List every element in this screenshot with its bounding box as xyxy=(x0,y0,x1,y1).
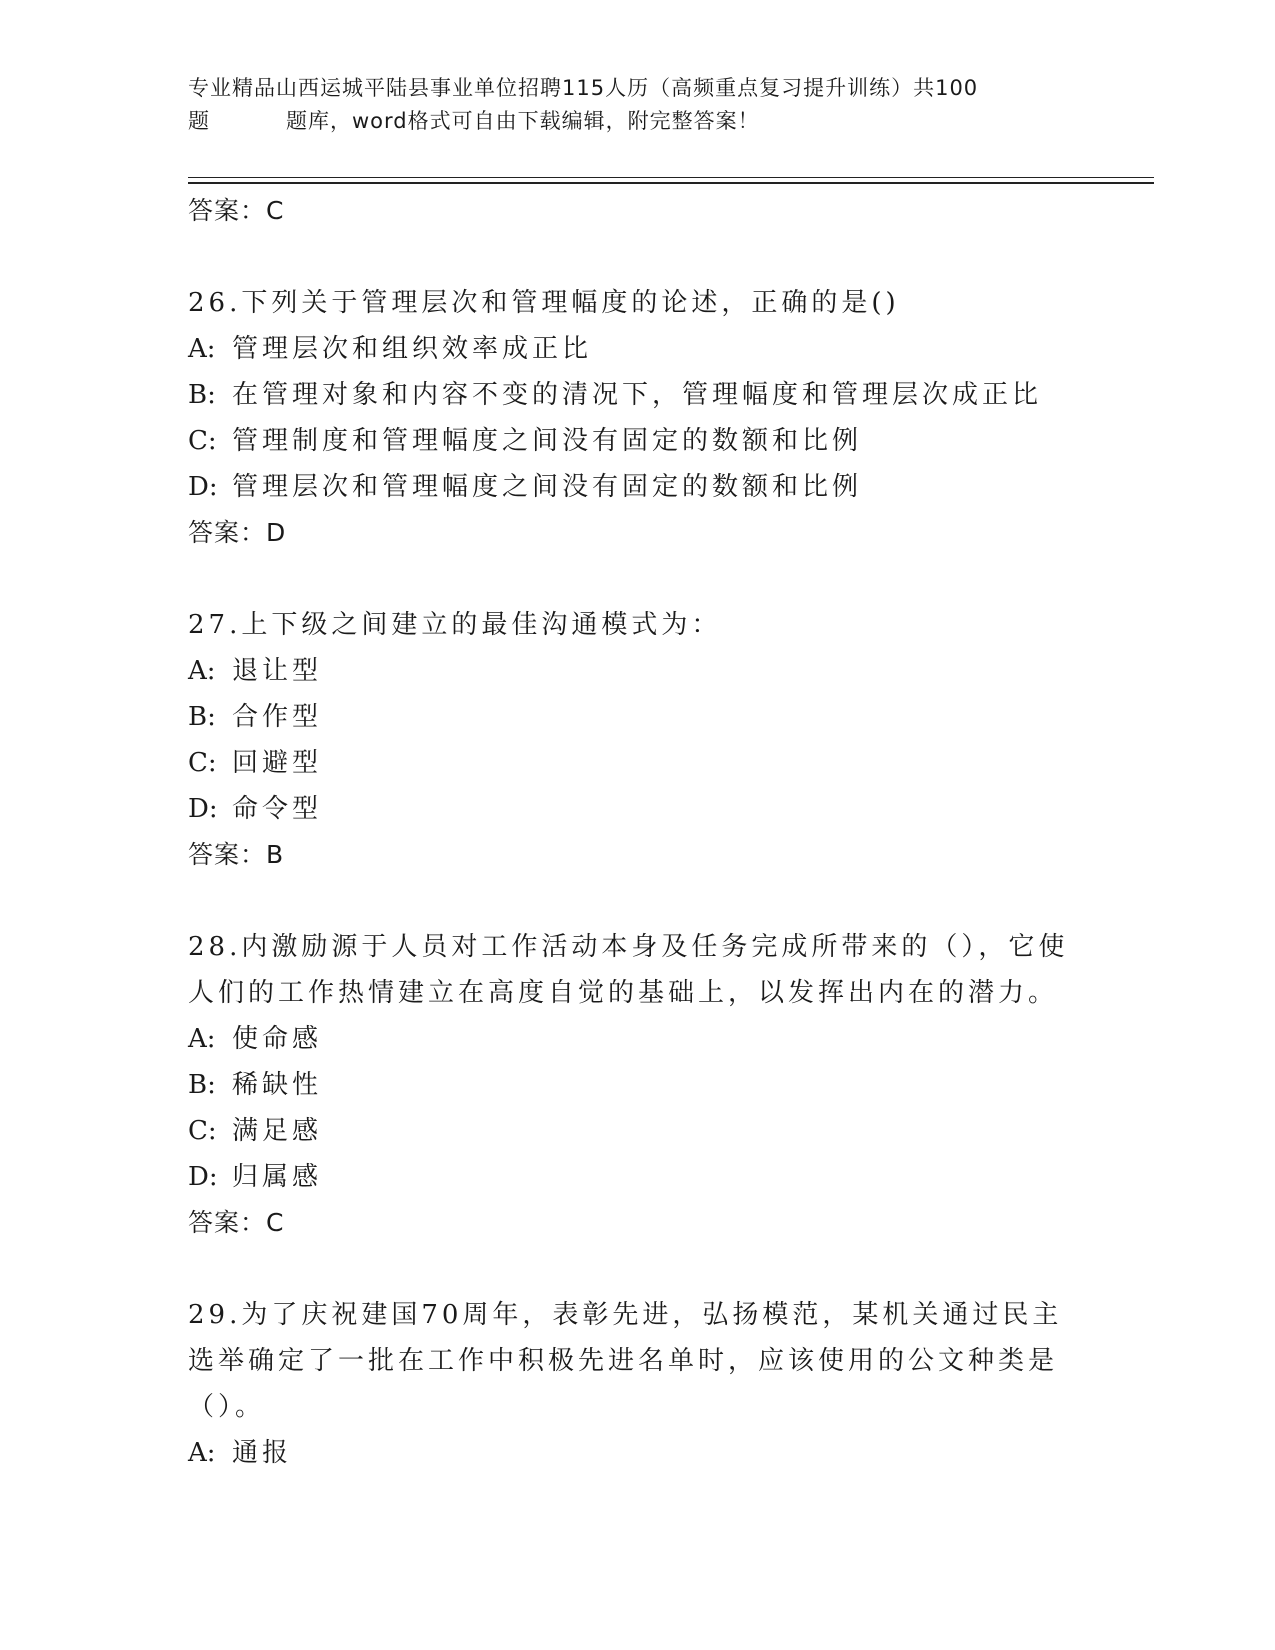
question-28 xyxy=(188,924,1088,1246)
option-b xyxy=(188,372,1088,418)
option-text: 使命感 xyxy=(232,1024,323,1054)
option-a xyxy=(188,326,1088,372)
option-a xyxy=(188,1016,1088,1062)
answer-line: 答案：C xyxy=(188,196,285,225)
option-text: 满足感 xyxy=(232,1116,323,1146)
question-text: 26.下列关于管理层次和管理幅度的论述，正确的是() xyxy=(188,288,900,318)
answer-line: 答案：B xyxy=(188,840,285,869)
option-a xyxy=(188,648,1088,694)
option-letter: A: xyxy=(188,334,216,364)
option-b xyxy=(188,1062,1088,1108)
option-text: 管理层次和组织效率成正比 xyxy=(232,334,593,364)
option-letter: C: xyxy=(188,1116,217,1146)
option-c xyxy=(188,740,1088,786)
question-text: 28.内激励源于人员对工作活动本身及任务完成所带来的（），它使人们的工作热情建立在高度自觉的基础上，以发挥出内在的潜力。 xyxy=(188,932,1069,1008)
option-text: 通报 xyxy=(232,1438,293,1468)
document-header xyxy=(188,72,1128,138)
option-letter: C: xyxy=(188,748,217,778)
option-d xyxy=(188,464,1088,510)
header-title-rest: 题库，word格式可自由下载编辑，附完整答案！ xyxy=(286,109,760,133)
question-27 xyxy=(188,602,1088,878)
option-d xyxy=(188,1154,1088,1200)
answer-line: 答案：C xyxy=(188,1208,285,1237)
option-letter: A: xyxy=(188,656,216,686)
option-letter: B: xyxy=(188,1070,216,1100)
document-body xyxy=(188,188,1088,1522)
header-rule-thin xyxy=(188,177,1154,178)
option-letter: D: xyxy=(188,1162,218,1192)
option-c xyxy=(188,418,1088,464)
option-text: 稀缺性 xyxy=(232,1070,323,1100)
option-letter: C: xyxy=(188,426,217,456)
option-letter: D: xyxy=(188,794,218,824)
option-letter: B: xyxy=(188,380,216,410)
option-c xyxy=(188,1108,1088,1154)
option-text: 退让型 xyxy=(232,656,323,686)
option-a xyxy=(188,1430,1088,1476)
option-text: 管理制度和管理幅度之间没有固定的数额和比例 xyxy=(232,426,863,456)
header-title-line1: 专业精品山西运城平陆县事业单位招聘115人历（高频重点复习提升训练）共100 xyxy=(188,76,979,100)
answer-line: 答案：D xyxy=(188,518,287,547)
header-rule-thick xyxy=(188,182,1154,184)
option-letter: A: xyxy=(188,1438,216,1468)
option-b xyxy=(188,694,1088,740)
option-text: 归属感 xyxy=(232,1162,323,1192)
option-text: 在管理对象和内容不变的清况下，管理幅度和管理层次成正比 xyxy=(232,380,1043,410)
option-text: 回避型 xyxy=(232,748,323,778)
question-26 xyxy=(188,280,1088,556)
option-letter: D: xyxy=(188,472,218,502)
question-29 xyxy=(188,1292,1088,1476)
header-title-line2 xyxy=(188,105,1128,138)
option-text: 合作型 xyxy=(232,702,323,732)
option-d xyxy=(188,786,1088,832)
option-text: 管理层次和管理幅度之间没有固定的数额和比例 xyxy=(232,472,863,502)
option-text: 命令型 xyxy=(232,794,323,824)
question-text: 29.为了庆祝建国70周年，表彰先进，弘扬模范，某机关通过民主选举确定了一批在工作中积极先进名单时，应该使用的公文种类是（）。 xyxy=(188,1300,1063,1422)
header-title-prefix: 题 xyxy=(188,109,210,133)
question-text: 27.上下级之间建立的最佳沟通模式为： xyxy=(188,610,722,640)
option-letter: A: xyxy=(188,1024,216,1054)
option-letter: B: xyxy=(188,702,216,732)
